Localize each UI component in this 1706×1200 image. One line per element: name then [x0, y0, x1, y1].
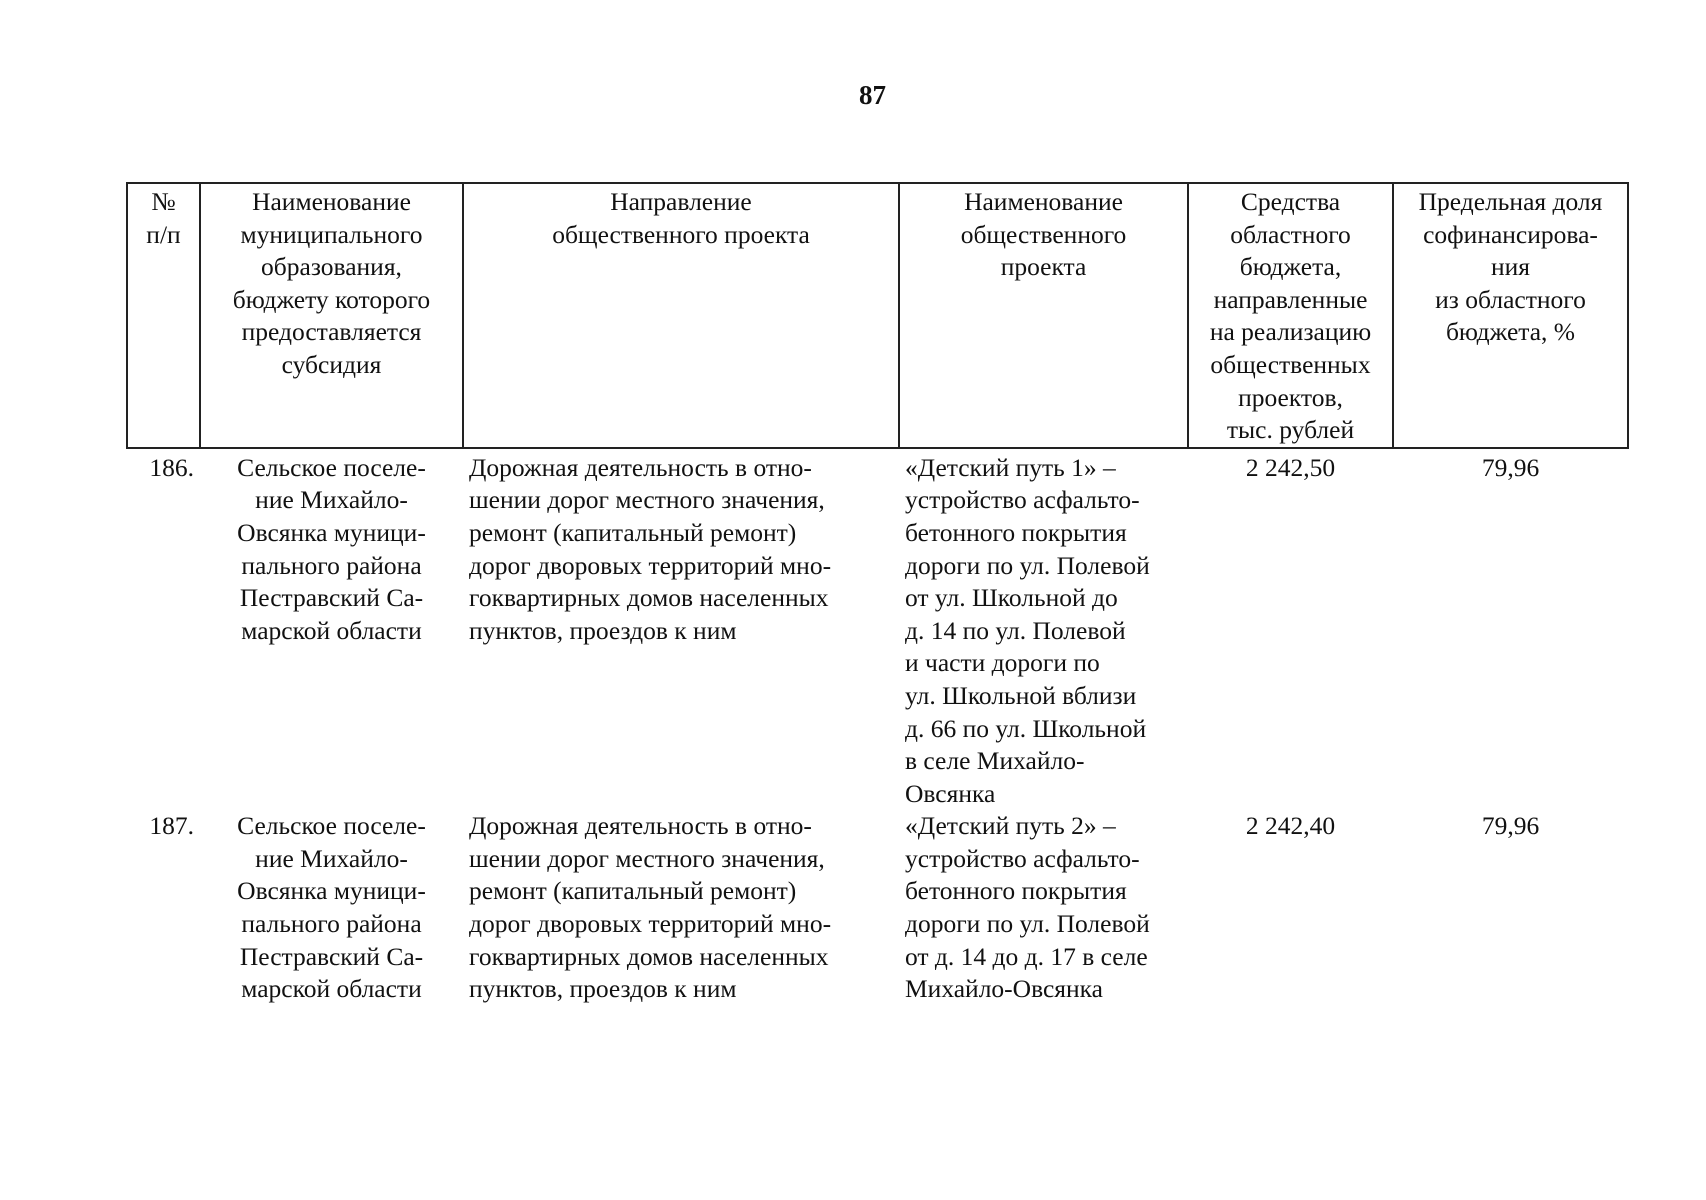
header-share: Предельная доля софинансирова- ния из областного бюджета, % — [1393, 183, 1628, 448]
row-municipality: Сельское поселе- ние Михайло- Овсянка муници- пального района Пестравский Са- марской области — [237, 811, 426, 1004]
row-project: «Детский путь 1» – устройство асфальто- бетонного покрытия дороги по ул. Полевой от ул. Школьной до д. 14 по ул. Полевой и части дороги по ул. Школьной вблизи д. 66 по ул. Школьной в селе Михайло- Овсянка — [905, 452, 1150, 808]
row-number: 187. — [149, 811, 194, 841]
row-project: «Детский путь 2» – устройство асфальто- бетонного покрытия дороги по ул. Полевой от д. 14 до д. 17 в селе Михайло-Овсянка — [905, 811, 1150, 1004]
header-direction: Направление общественного проекта — [463, 183, 899, 448]
table-body — [127, 448, 1628, 1006]
table-header — [127, 183, 1628, 448]
row-share: 79,96 — [1481, 452, 1540, 482]
header-funds: Средства областного бюджета, направленные на реализацию общественных проектов, тыс. рублей — [1188, 183, 1393, 448]
subsidy-table — [126, 182, 1629, 1006]
table-row — [127, 448, 1628, 811]
page-number: 87 — [859, 80, 886, 110]
row-funds: 2 242,40 — [1245, 811, 1336, 841]
header-number: № п/п — [127, 183, 200, 448]
table-row — [127, 810, 1628, 1006]
header-municipality: Наименование муниципального образования, бюджету которого предоставляется субсидия — [200, 183, 463, 448]
row-number: 186. — [149, 452, 194, 482]
row-funds: 2 242,50 — [1245, 452, 1336, 482]
header-project-name: Наименование общественного проекта — [899, 183, 1188, 448]
row-municipality: Сельское поселе- ние Михайло- Овсянка муници- пального района Пестравский Са- марской области — [237, 452, 426, 645]
row-share: 79,96 — [1481, 811, 1540, 841]
row-direction: Дорожная деятельность в отно- шении дорог местного значения, ремонт (капитальный ремонт) дорог дворовых территорий мно- гоквартирных домов населенных пунктов, проездов к ним — [469, 452, 832, 645]
header-row — [127, 183, 1628, 448]
row-direction: Дорожная деятельность в отно- шении дорог местного значения, ремонт (капитальный ремонт) дорог дворовых территорий мно- гоквартирных домов населенных пунктов, проездов к ним — [469, 811, 832, 1004]
